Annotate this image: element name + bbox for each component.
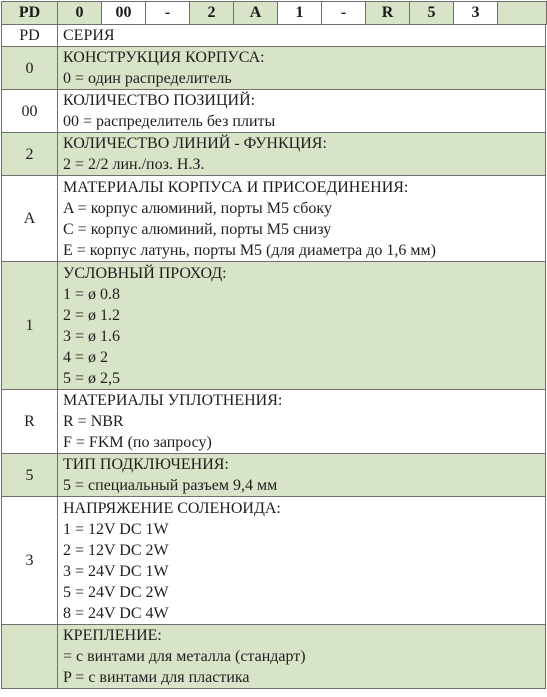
option-description	[58, 133, 546, 176]
option-code: R	[2, 390, 58, 454]
option-row-mounting	[2, 625, 546, 689]
option-value: A = корпус алюминий, порты M5 сбоку	[63, 199, 332, 217]
option-description	[58, 25, 546, 47]
code-cell-material: A	[234, 2, 278, 25]
option-title: КОНСТРУКЦИЯ КОРПУСА:	[63, 49, 265, 66]
code-cell-seal: R	[366, 2, 410, 25]
option-value: F = FKM (по запросу)	[63, 434, 212, 451]
option-value: 0 = один распределитель	[63, 70, 232, 87]
option-row-orifice	[2, 262, 546, 390]
option-value: 2 = 2/2 лин./поз. Н.З.	[63, 156, 205, 173]
option-code: A	[2, 176, 58, 262]
ordering-code-sheet	[1, 1, 546, 689]
option-code: PD	[2, 25, 58, 47]
option-title: ТИП ПОДКЛЮЧЕНИЯ:	[63, 456, 229, 473]
option-value: 5 = ø 2,5	[63, 369, 121, 387]
option-row-positions	[2, 90, 546, 133]
option-title: КОЛИЧЕСТВО ПОЗИЦИЙ:	[63, 92, 256, 109]
option-code: 5	[2, 454, 58, 497]
option-title: МАТЕРИАЛЫ КОРПУСА И ПРИСОЕДИНЕНИЯ:	[63, 178, 409, 196]
option-value: 00 = распределитель без плиты	[63, 113, 276, 130]
code-cell-lines: 2	[190, 2, 234, 25]
option-row-materials	[2, 176, 546, 262]
option-title: МАТЕРИАЛЫ УПЛОТНЕНИЯ:	[63, 392, 283, 409]
option-value: 8 = 24V DC 4W	[63, 604, 169, 622]
option-description	[58, 390, 546, 454]
option-description	[58, 176, 546, 262]
option-description	[58, 625, 546, 689]
option-value: 5 = специальный разъем 9,4 мм	[63, 477, 278, 494]
option-value: = с винтами для металла (стандарт)	[63, 648, 306, 665]
option-value: C = корпус алюминий, порты M5 снизу	[63, 220, 332, 238]
option-value: 5 = 24V DC 2W	[63, 583, 169, 601]
code-cell-positions: 00	[102, 2, 146, 25]
option-value: P = с винтами для пластика	[63, 669, 250, 686]
option-code: 0	[2, 47, 58, 90]
option-description	[58, 47, 546, 90]
option-value: 3 = ø 1.6	[63, 327, 121, 345]
option-code: 00	[2, 90, 58, 133]
ordering-code-header	[1, 1, 547, 25]
option-code: 1	[2, 262, 58, 390]
option-title: КРЕПЛЕНИЕ:	[63, 627, 162, 644]
option-value: 2 = 12V DC 2W	[63, 541, 169, 559]
option-value: 3 = 24V DC 1W	[63, 562, 169, 580]
option-code: 3	[2, 497, 58, 625]
option-row-series	[2, 25, 546, 47]
option-value: E = корпус латунь, порты M5 (для диаметра до 1,6 мм)	[63, 241, 436, 259]
option-value: 2 = ø 1.2	[63, 306, 121, 324]
option-description	[58, 90, 546, 133]
option-table	[1, 24, 546, 689]
option-row-connection	[2, 454, 546, 497]
option-description	[58, 497, 546, 625]
option-value: 4 = ø 2	[63, 348, 109, 366]
option-row-seal	[2, 390, 546, 454]
code-cell-series: PD	[2, 2, 58, 25]
option-description	[58, 454, 546, 497]
option-title: КОЛИЧЕСТВО ЛИНИЙ - ФУНКЦИЯ:	[63, 135, 327, 152]
option-value: 1 = ø 0.8	[63, 285, 121, 303]
option-title: НАПРЯЖЕНИЕ СОЛЕНОИДА:	[63, 499, 281, 517]
code-cell-body: 0	[58, 2, 102, 25]
option-row-voltage	[2, 497, 546, 625]
option-row-lines-function	[2, 133, 546, 176]
code-cell-voltage: 3	[454, 2, 498, 25]
option-code	[2, 625, 58, 689]
code-cell-orifice: 1	[278, 2, 322, 25]
code-cell-separator: -	[146, 2, 190, 25]
option-description	[58, 262, 546, 390]
code-cell-connection: 5	[410, 2, 454, 25]
option-title: УСЛОВНЫЙ ПРОХОД:	[63, 264, 227, 282]
option-row-body	[2, 47, 546, 90]
option-code: 2	[2, 133, 58, 176]
code-cell-separator: -	[322, 2, 366, 25]
option-value: 1 = 12V DC 1W	[63, 520, 169, 538]
code-cell-mounting	[498, 2, 547, 25]
option-title: СЕРИЯ	[63, 27, 115, 44]
option-value: R = NBR	[63, 413, 124, 430]
